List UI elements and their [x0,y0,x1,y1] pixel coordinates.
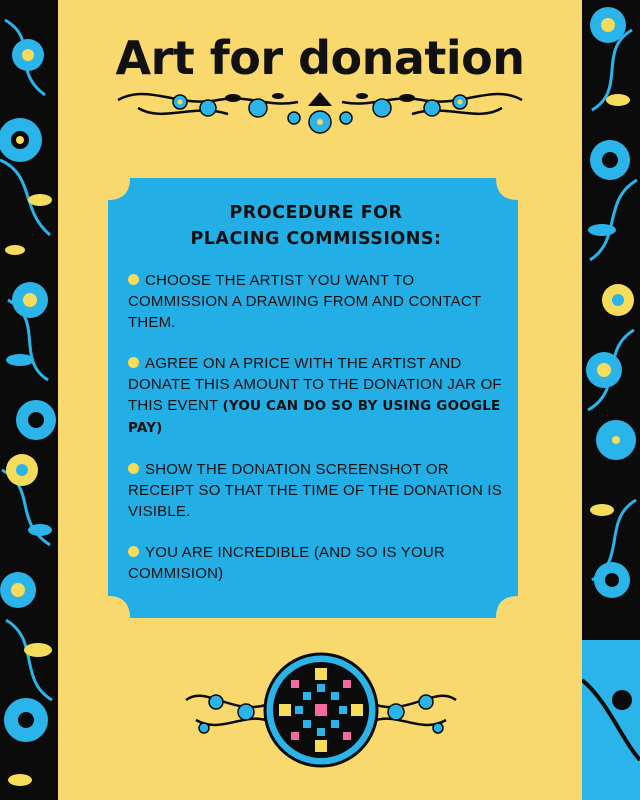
step-text: YOU ARE INCREDIBLE (AND SO IS YOUR COMMISION) [128,544,445,582]
procedure-step-4 [128,542,504,584]
procedure-step-1 [128,270,504,333]
left-floral-border [0,0,58,800]
embroidery-emblem-icon [176,650,466,774]
step-text: AGREE ON A PRICE WITH THE ARTIST AND DONATE THIS AMOUNT TO THE DONATION JAR OF THIS EVENT [128,355,502,414]
procedure-step-3 [128,459,504,522]
yellow-dot-icon [128,463,139,474]
content-panel [58,0,582,800]
right-floral-border [582,0,640,800]
yellow-dot-icon [128,546,139,557]
yellow-dot-icon [128,274,139,285]
procedure-step-2 [128,353,504,439]
procedure-heading [128,200,504,252]
step-text: CHOOSE THE ARTIST YOU WANT TO COMMISSION A DRAWING FROM AND CONTACT THEM. [128,272,481,331]
step-text: SHOW THE DONATION SCREENSHOT OR RECEIPT SO THAT THE TIME OF THE DONATION IS VISIBLE. [128,461,502,520]
floral-ornament-icon [108,78,532,142]
procedure-heading-line1: PROCEDURE FOR [229,203,403,223]
procedure-heading-line2: PLACING COMMISSIONS: [190,229,442,249]
yellow-dot-icon [128,357,139,368]
procedure-card [108,178,518,618]
step-emphasis: (YOU CAN DO SO BY USING GOOGLE PAY) [128,398,501,436]
page-title: Art for donation [115,31,525,85]
